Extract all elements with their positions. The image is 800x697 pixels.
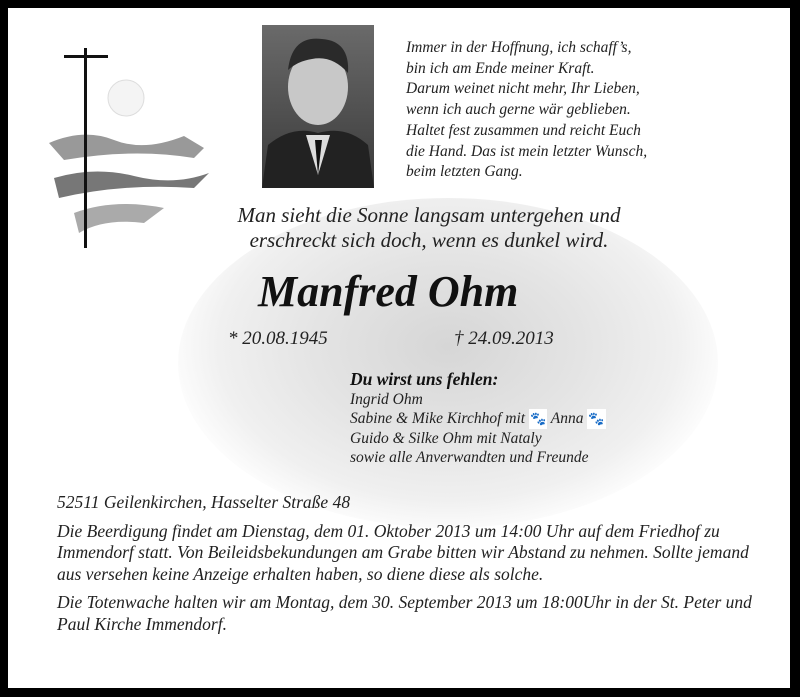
deceased-name: Manfred Ohm bbox=[258, 267, 519, 316]
mourner-line: sowie alle Anverwandten und Freunde bbox=[350, 449, 589, 467]
mourners-list bbox=[350, 370, 606, 468]
paw-icon: 🐾 bbox=[529, 409, 547, 429]
motto bbox=[8, 203, 790, 253]
obituary bbox=[8, 8, 790, 688]
mourner-line bbox=[350, 409, 606, 429]
poem bbox=[406, 38, 647, 183]
poem-line: Darum weinet nicht mehr, Ihr Lieben, bbox=[406, 80, 640, 98]
portrait-photo bbox=[262, 25, 374, 188]
poem-line: beim letzten Gang. bbox=[406, 163, 523, 181]
motto-line: Man sieht die Sonne langsam untergehen und bbox=[237, 203, 621, 227]
address: 52511 Geilenkirchen, Hasselter Straße 48 bbox=[57, 492, 351, 512]
motto-line: erschreckt sich doch, wenn es dunkel wird. bbox=[249, 228, 609, 252]
wake-info: Die Totenwache halten wir am Montag, dem 30. September 2013 um 18:00Uhr in der St. Peter und Paul Kirche Immendorf. bbox=[57, 592, 752, 634]
mourner-line: Guido & Silke Ohm mit Nataly bbox=[350, 429, 542, 447]
funeral-info: Die Beerdigung findet am Dienstag, dem 01. Oktober 2013 um 14:00 Uhr auf dem Friedhof zu Immendorf statt. Von Beileidsbekundungen am Grabe bitten wir Abstand zu nehmen. Sollte jemand aus versehen keine Anzeige erhalten haben, so diene diese als solche. bbox=[57, 520, 749, 584]
pet-name: Anna bbox=[550, 410, 584, 428]
death-date: † 24.09.2013 bbox=[454, 328, 554, 349]
paw-icon: 🐾 bbox=[587, 409, 605, 429]
poem-line: Immer in der Hoffnung, ich schaff’s, bbox=[406, 39, 632, 56]
notice-body bbox=[57, 492, 757, 643]
birth-date: * 20.08.1945 bbox=[228, 328, 328, 349]
poem-line: bin ich am Ende meiner Kraft. bbox=[406, 59, 595, 77]
poem-line: die Hand. Das ist mein letzter Wunsch, bbox=[406, 142, 648, 160]
poem-line: Haltet fest zusammen und reicht Euch bbox=[406, 121, 641, 139]
mourner-line: Ingrid Ohm bbox=[350, 390, 423, 408]
mourners-heading: Du wirst uns fehlen: bbox=[350, 369, 499, 389]
mourner-text: Sabine & Mike Kirchhof mit bbox=[350, 410, 526, 428]
poem-line: wenn ich auch gerne wär geblieben. bbox=[406, 101, 631, 119]
